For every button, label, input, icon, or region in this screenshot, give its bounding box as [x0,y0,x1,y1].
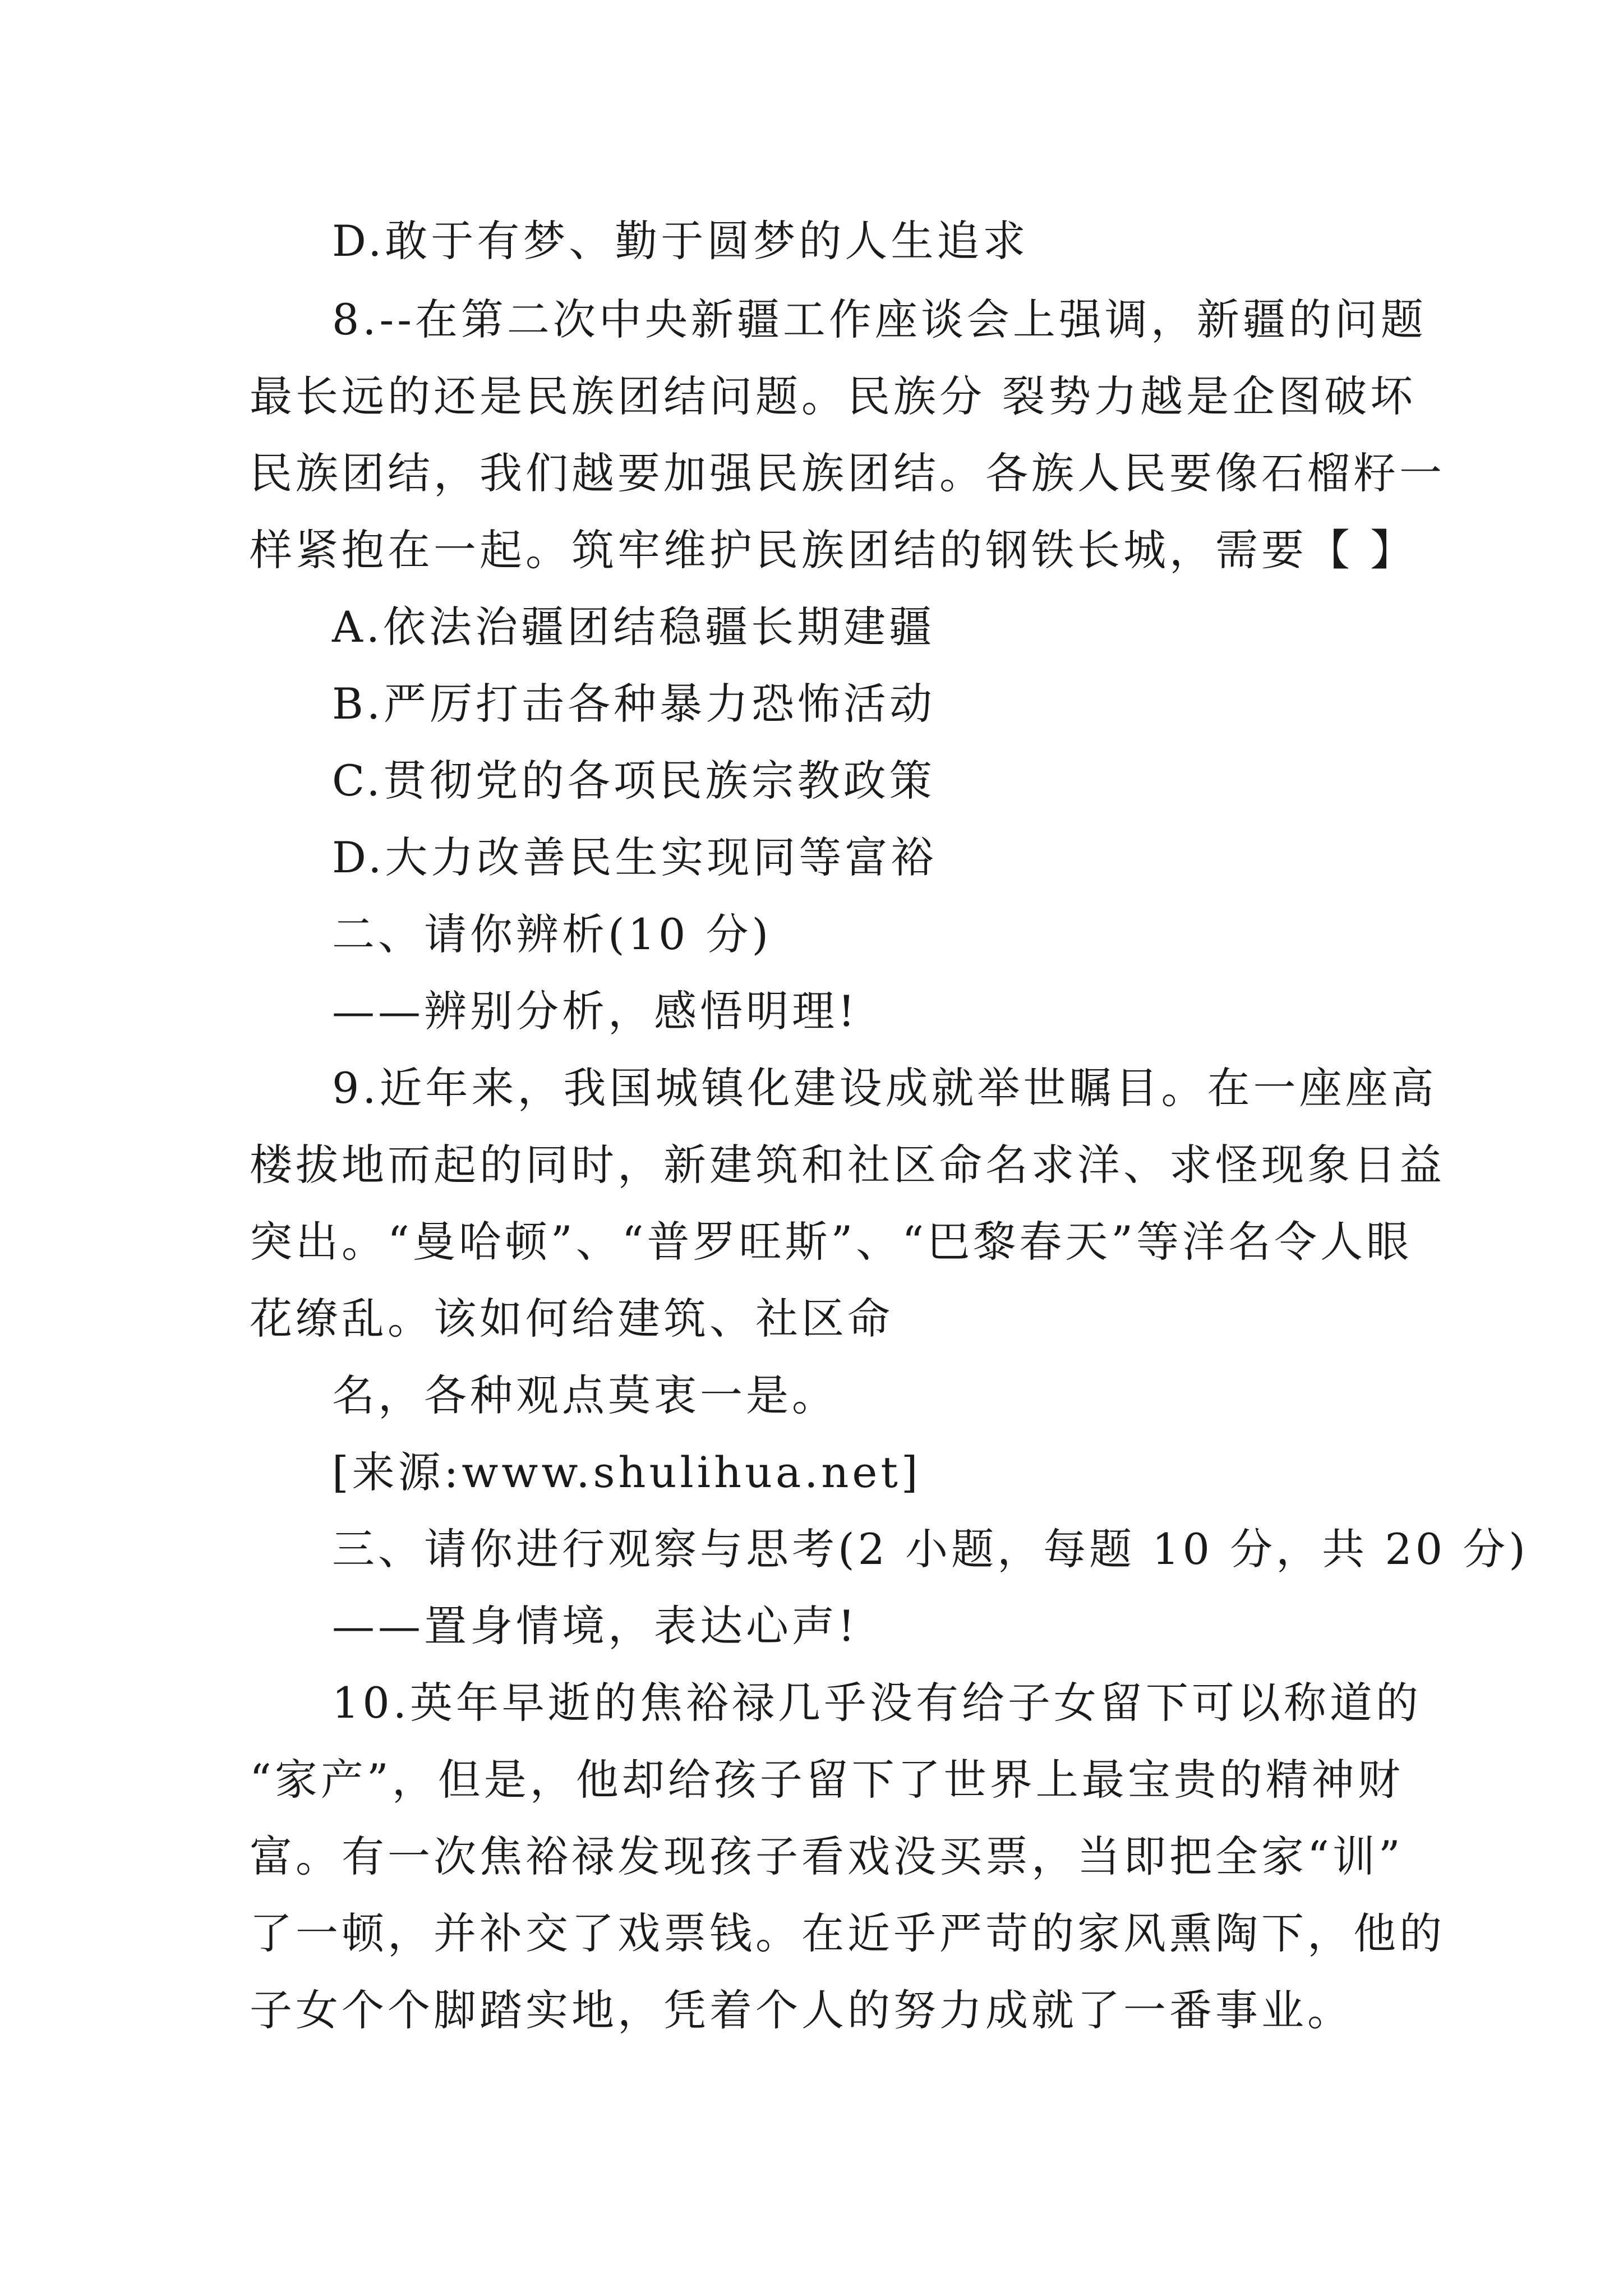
section-2-subtitle: ——辨别分析，感悟明理! [332,986,859,1036]
question-8-line-4: 样紧抱在一起。筑牢维护民族团结的钢铁长城，需要【 】 [250,525,1417,575]
section-3-heading: 三、请你进行观察与思考(2 小题，每题 10 分，共 20 分) [332,1524,1529,1574]
question-8-line-1: 8.--在第二次中央新疆工作座谈会上强调，新疆的问题 [332,295,1427,344]
question-9-line-2: 楼拔地而起的同时，新建筑和社区命名求洋、求怪现象日益 [250,1140,1445,1190]
section-3-subtitle: ——置身情境，表达心声! [332,1601,859,1651]
source-note: [来源:www.shulihua.net] [332,1447,921,1497]
question-10-line-3: 富。有一次焦裕禄发现孩子看戏没买票，当即把全家“训” [250,1832,1404,1881]
question-9-line-5: 名，各种观点莫衷一是。 [332,1370,838,1420]
question-9-line-4: 花缭乱。该如何给建筑、社区命 [250,1294,893,1343]
question-10-line-5: 子女个个脚踏实地，凭着个人的努力成就了一番事业。 [250,1985,1353,2035]
option-8a: A.依法治疆团结稳疆长期建疆 [332,602,935,652]
question-10-line-1: 10.英年早逝的焦裕禄几乎没有给子女留下可以称道的 [332,1678,1422,1728]
option-7d: D.敢于有梦、勤于圆梦的人生追求 [332,216,1029,266]
question-9-line-3: 突出。“曼哈顿”、“普罗旺斯”、“巴黎春天”等洋名令人眼 [250,1217,1413,1267]
option-8b: B.严厉打击各种暴力恐怖活动 [332,679,936,729]
question-8-line-2: 最长远的还是民族团结问题。民族分 裂势力越是企图破坏 [250,371,1417,421]
option-8d: D.大力改善民生实现同等富裕 [332,832,937,882]
question-9-line-1: 9.近年来，我国城镇化建设成就举世瞩目。在一座座高 [332,1063,1437,1113]
option-8c: C.贯彻党的各项民族宗教政策 [332,756,935,806]
section-2-heading: 二、请你辨析(10 分) [332,909,772,959]
question-8-line-3: 民族团结，我们越要加强民族团结。各族人民要像石榴籽一 [250,448,1445,498]
question-10-line-2: “家产”，但是，他却给孩子留下了世界上最宝贵的精神财 [250,1755,1404,1805]
question-10-line-4: 了一顿，并补交了戏票钱。在近乎严苛的家风熏陶下，他的 [250,1908,1445,1958]
